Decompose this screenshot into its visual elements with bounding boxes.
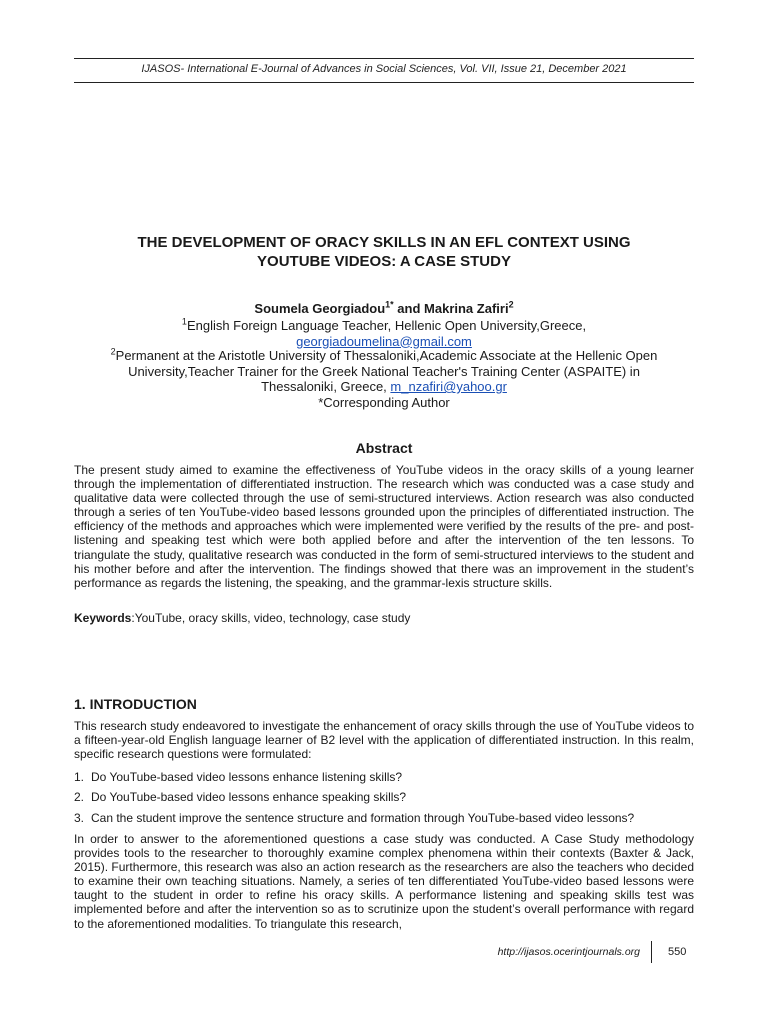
question-number: 3.	[74, 811, 85, 825]
journal-header: IJASOS- International E-Journal of Advances in Social Sciences, Vol. VII, Issue 21, December 2021	[141, 63, 627, 75]
keywords-text: :YouTube, oracy skills, video, technology, case study	[131, 611, 411, 625]
journal-url[interactable]: http://ijasos.ocerintjournals.org	[497, 946, 640, 958]
footer-divider	[651, 941, 652, 963]
affiliation-2-line-1: Permanent at the Aristotle University of Thessaloniki,Academic Associate at the Hellenic Open	[115, 348, 658, 363]
header-rule-top	[74, 58, 694, 59]
research-question-3	[74, 811, 694, 825]
research-question-2	[74, 790, 694, 804]
author-conjunction: and	[393, 301, 425, 316]
corresponding-author-note: *Corresponding Author	[318, 394, 450, 410]
keywords	[74, 611, 694, 625]
question-text: Do YouTube-based video lessons enhance speaking skills?	[91, 790, 407, 804]
affiliation-2-line-3: Thessaloniki, Greece,	[261, 379, 391, 394]
research-question-1	[74, 770, 694, 784]
paper-title	[74, 233, 694, 271]
introduction-paragraph-1: This research study endeavored to investigate the enhancement of oracy skills through the use of YouTube videos to a fifteen-year-old English language learner of B2 level with the application of differentiated instruction. In this realm, specific research questions were formulated:	[74, 719, 694, 762]
page-number: 550	[668, 946, 687, 958]
introduction-paragraph-2: In order to answer to the aforementioned questions a case study was conducted. A Case Study methodology provides tools to the researcher to thoroughly examine complex phenomena within their contexts (Baxter & Jack, 2015). Furthermore, this research was also an action research as the researchers are also the teachers who decided to examine their own teaching situations. Namely, a series of ten differentiated YouTube-video based lessons were taught to the student in order to refine his oracy skills. A performance listening and speaking skills test was implemented before and after the intervention so as to scrutinize upon the student’s overall performance with regard to the aforementioned modalities. To triangulate this research,	[74, 832, 694, 931]
author-2: Makrina Zafiri	[424, 301, 509, 316]
author-1-marker: 1*	[385, 299, 394, 310]
title-line-2: YOUTUBE VIDEOS: A CASE STUDY	[257, 253, 511, 270]
question-number: 1.	[74, 770, 85, 784]
affiliation-2-line-2: University,Teacher Trainer for the Greek National Teacher's Training Center (ASPAITE) in	[128, 363, 640, 379]
author-list	[74, 301, 694, 317]
question-text: Do YouTube-based video lessons enhance listening skills?	[91, 770, 403, 784]
author-2-email-link[interactable]: m_nzafiri@yahoo.gr	[390, 379, 507, 394]
affiliation-1-text: English Foreign Language Teacher, Hellenic Open University,Greece,	[186, 318, 587, 333]
author-1: Soumela Georgiadou	[254, 301, 386, 316]
question-text: Can the student improve the sentence structure and formation through YouTube-based video lessons?	[91, 811, 635, 825]
author-2-marker: 2	[508, 299, 514, 310]
affiliation-1	[74, 318, 694, 349]
abstract-text: The present study aimed to examine the effectiveness of YouTube videos in the oracy skills of a young learner through the implementation of differentiated instruction. The research which was conducted was a case study and qualitative data were collected through the use of semi-structured interviews. Action research was also conducted through a series of ten YouTube-video based lessons grounded upon the principles of differentiated instruction. The efficiency of the methods and approaches which were implemented were verified by the results of the pre- and post-listening and speaking test which were both applied before and after the intervention of the ten lessons. To triangulate the study, qualitative research was conducted in the form of semi-structured interviews to the student and his mother before and after the intervention. The findings showed that there was an improvement in the student’s performance as regards the listening, the speaking, and the grammar-lexis structure skills.	[74, 463, 694, 590]
affiliation-2-marker: 2	[110, 346, 116, 357]
affiliation-2	[74, 348, 694, 410]
abstract-heading: Abstract	[355, 440, 413, 456]
question-number: 2.	[74, 790, 85, 804]
header-rule-bottom	[74, 82, 694, 83]
keywords-label: Keywords	[74, 611, 132, 625]
author-1-email-link[interactable]: georgiadoumelina@gmail.com	[296, 333, 472, 349]
affiliation-1-marker: 1	[181, 316, 187, 327]
introduction-heading: 1. INTRODUCTION	[74, 696, 197, 712]
title-line-1: THE DEVELOPMENT OF ORACY SKILLS IN AN EFL CONTEXT USING	[137, 234, 631, 251]
